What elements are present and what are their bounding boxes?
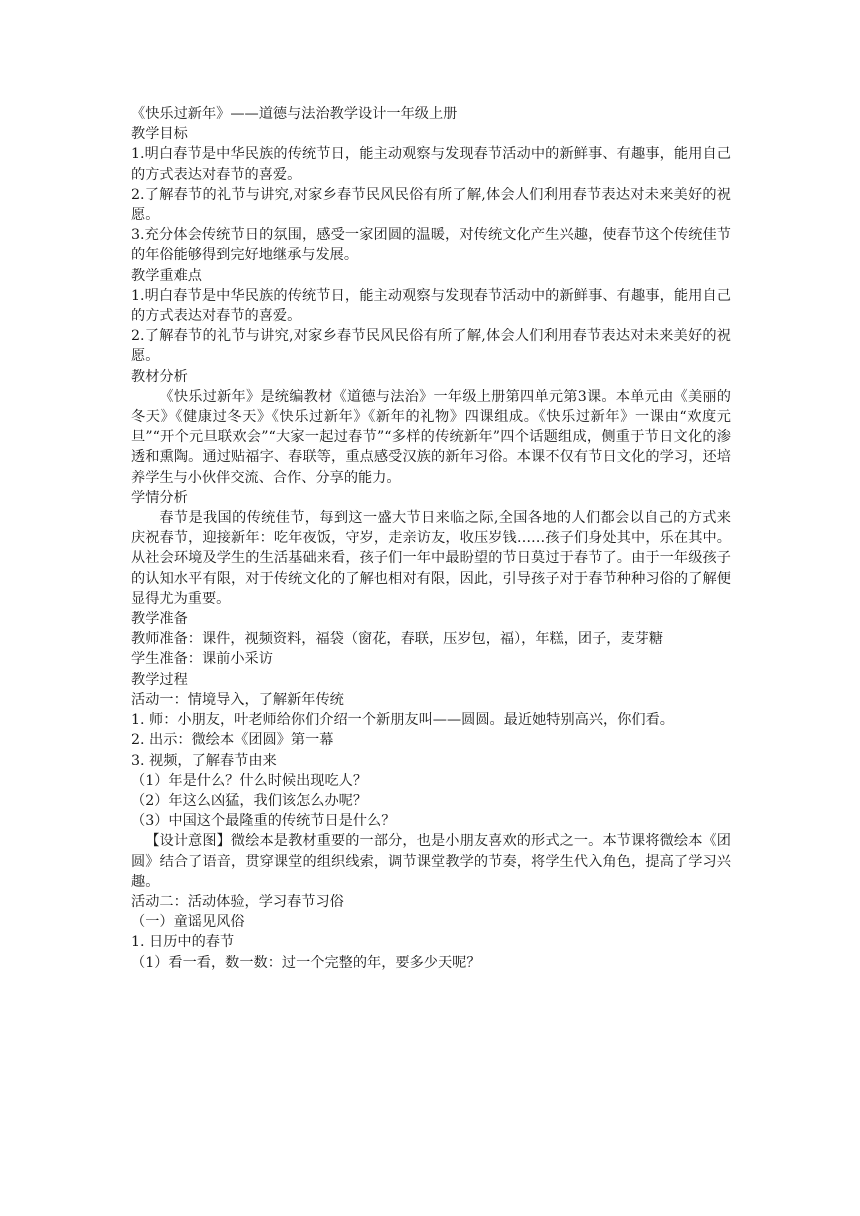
design-intent-paragraph: 【设计意图】微绘本是教材重要的一部分，也是小朋友喜欢的形式之一。本节课将微绘本《团圆》结合了语音，贯穿课堂的组织线索，调节课堂教学的节奏，将学生代入角色，提高了学习兴趣。 <box>131 833 731 890</box>
heading-student-analysis: 学情分析 <box>131 489 188 506</box>
heading-teaching-goals: 教学目标 <box>131 126 188 143</box>
student-analysis-paragraph: 春节是我国的传统佳节，每到这一盛大节日来临之际,全国各地的人们都会以自己的方式来庆祝春节，迎接新年：吃年夜饭，守岁，走亲访友，收压岁钱……孩子们身处其中，乐在其中。从社会环境及学生的生活基础来看，孩子们一年中最盼望的节日莫过于春节了。由于一年级孩子的认知水平有限，对于传统文化的了解也相对有限，因此，引导孩子对于春节种种习俗的了解便显得尤为重要。 <box>131 510 731 607</box>
teacher-preparation: 教师准备：课件，视频资料，福袋（窗花，春联，压岁包，福），年糕，团子，麦芽糖 <box>131 631 664 648</box>
heading-preparation: 教学准备 <box>131 611 188 628</box>
heading-textbook-analysis: 教材分析 <box>131 368 188 385</box>
heading-key-difficulties: 教学重难点 <box>131 267 202 284</box>
document-body <box>131 104 731 973</box>
process-question: （2）年这么凶猛，我们该怎么办呢？ <box>131 792 368 809</box>
process-step: 3. 视频，了解春节由来 <box>131 752 277 769</box>
process-step: 2. 出示：微绘本《团圆》第一幕 <box>131 732 334 749</box>
activity-two-question: （1）看一看，数一数：过一个完整的年，要多少天呢？ <box>131 954 481 971</box>
process-question: （1）年是什么？什么时候出现吃人？ <box>131 772 368 789</box>
document-title: 《快乐过新年》——道德与法治教学设计一年级上册 <box>131 106 458 122</box>
textbook-analysis-paragraph: 《快乐过新年》是统编教材《道德与法治》一年级上册第四单元第3课。本单元由《美丽的冬天》《健康过冬天》《快乐过新年》《新年的礼物》四课组成。《快乐过新年》一课由“欢度元旦”“开个元旦联欢会”“大家一起过春节”“多样的传统新年”四个话题组成，侧重于节日文化的渗透和熏陶。通过贴福字、春联等，重点感受汉族的新年习俗。本课不仅有节日文化的学习，还培养学生与小伙伴交流、合作、分享的能力。 <box>131 388 731 486</box>
activity-one-title: 活动一：情境导入，了解新年传统 <box>131 691 344 708</box>
goal-item: 3.充分体会传统节日的氛围，感受一家团圆的温暖，对传统文化产生兴趣，使春节这个传统佳节的年俗能够得到完好地继承与发展。 <box>131 227 731 264</box>
activity-two-title: 活动二：活动体验，学习春节习俗 <box>131 893 344 910</box>
goal-item: 1.明白春节是中华民族的传统节日，能主动观察与发现春节活动中的新鲜事、有趣事，能用自己的方式表达对春节的喜爱。 <box>131 146 731 183</box>
student-preparation: 学生准备：课前小采访 <box>131 651 273 668</box>
process-step: 1. 师：小朋友，叶老师给你们介绍一个新朋友叫——圆圆。最近她特别高兴，你们看。 <box>131 712 674 729</box>
difficulty-item: 1.明白春节是中华民族的传统节日，能主动观察与发现春节活动中的新鲜事、有趣事，能用自己的方式表达对春节的喜爱。 <box>131 287 731 325</box>
difficulty-item: 2.了解春节的礼节与讲究,对家乡春节民风民俗有所了解,体会人们利用春节表达对未来美好的祝愿。 <box>131 328 731 365</box>
activity-two-item: 1. 日历中的春节 <box>131 934 235 951</box>
activity-two-subsection: （一）童谣见风俗 <box>131 914 245 931</box>
heading-teaching-process: 教学过程 <box>131 671 188 688</box>
process-question: （3）中国这个最隆重的传统节日是什么？ <box>131 813 396 830</box>
goal-item: 2.了解春节的礼节与讲究,对家乡春节民风民俗有所了解,体会人们利用春节表达对未来美好的祝愿。 <box>131 186 731 224</box>
